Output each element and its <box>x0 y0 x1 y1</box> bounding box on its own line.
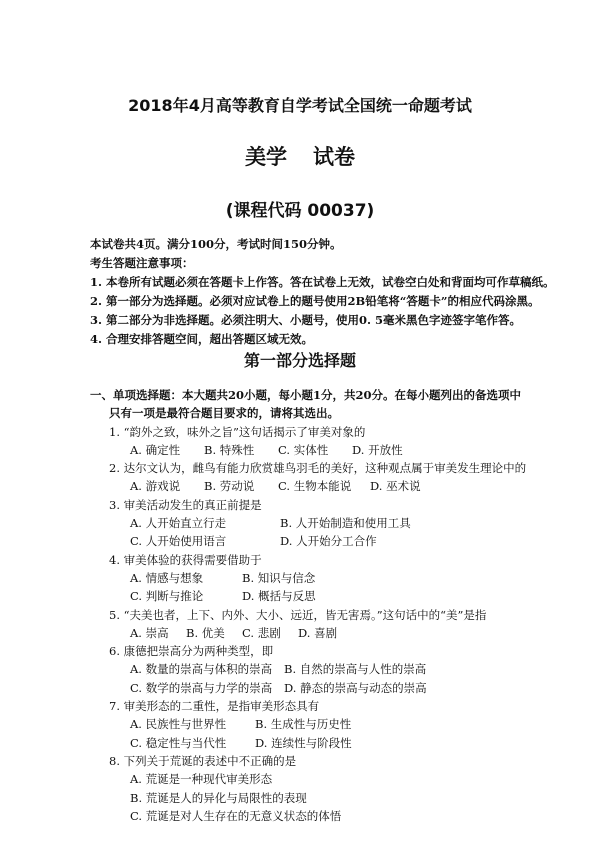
option: C. 悲剧 <box>242 625 281 640</box>
option: B. 特殊性 <box>204 442 255 457</box>
notice-item: 4. 合理安排答题空间，超出答题区域无效。 <box>90 332 314 346</box>
option: A. 确定性 <box>130 442 181 457</box>
question-list <box>90 386 590 825</box>
option: A. 人开始直立行走 <box>130 516 227 531</box>
section-heading-cont: 只有一项是最符合题目要求的，请将其选出。 <box>109 406 339 421</box>
option-row <box>90 532 590 550</box>
option: A. 游戏说 <box>130 479 181 494</box>
notice-heading: 考生答题注意事项： <box>90 256 194 270</box>
question-stem: 6. 康德把崇高分为两种类型，即 <box>109 644 274 659</box>
instructions <box>90 235 590 349</box>
option: B. 知识与信念 <box>242 570 316 585</box>
option-row <box>90 679 590 697</box>
option-row <box>90 624 590 642</box>
option: D. 人开始分工合作 <box>280 534 377 549</box>
course-code: (课程代码 00037) <box>225 201 375 221</box>
question-stem: 8. 下列关于荒诞的表述中不正确的是 <box>109 753 297 768</box>
part-one-title: 第一部分选择题 <box>243 351 356 370</box>
notice-item: 3. 第二部分为非选择题。必须注明大、小题号，使用0. 5毫米黑色字迹签字笔作答。 <box>90 313 522 327</box>
option: B. 生成性与历史性 <box>255 717 352 732</box>
option: B. 人开始制造和使用工具 <box>280 516 411 531</box>
option: C. 数学的崇高与力学的崇高 <box>130 680 273 695</box>
option-row <box>90 715 590 733</box>
option: D. 开放性 <box>352 442 403 457</box>
option: C. 稳定性与当代性 <box>130 735 227 750</box>
option: C. 生物本能说 <box>278 479 352 494</box>
option: A. 荒诞是一种现代审美形态 <box>130 772 273 787</box>
option-row <box>90 514 590 532</box>
question-stem: 1. “韵外之致，味外之旨”这句话揭示了审美对象的 <box>109 424 366 439</box>
option: C. 判断与推论 <box>130 589 204 604</box>
question-stem: 2. 达尔文认为，雌鸟有能力欣赏雄鸟羽毛的美好，这种观点属于审美发生理论中的 <box>109 461 527 476</box>
option: A. 数量的崇高与体积的崇高 <box>130 662 273 677</box>
option: C. 荒诞是对人生存在的无意义状态的体悟 <box>130 808 342 823</box>
option: B. 优美 <box>186 625 225 640</box>
exam-summary: 本试卷共4页。满分100分，考试时间150分钟。 <box>90 237 342 251</box>
option: D. 静态的崇高与动态的崇高 <box>284 680 427 695</box>
option: A. 崇高 <box>130 625 169 640</box>
option: A. 民族性与世界性 <box>130 717 227 732</box>
option-row <box>90 734 590 752</box>
option-row <box>90 477 590 495</box>
section-heading: 一、单项选择题：本大题共20小题，每小题1分，共20分。在每小题列出的备选项中 <box>90 388 522 402</box>
question-stem: 4. 审美体验的获得需要借助于 <box>109 552 262 567</box>
option: B. 自然的崇高与人性的崇高 <box>284 662 427 677</box>
option: D. 喜剧 <box>298 625 338 640</box>
option: D. 概括与反思 <box>242 589 316 604</box>
option: A. 情感与想象 <box>130 570 204 585</box>
option-row <box>90 587 590 605</box>
option: B. 劳动说 <box>204 479 255 494</box>
option: B. 荒诞是人的异化与局限性的表现 <box>130 790 307 805</box>
notice-item: 2. 第一部分为选择题。必须对应试卷上的题号使用2B铅笔将“答题卡”的相应代码涂黑。 <box>90 294 540 308</box>
option-row <box>90 569 590 587</box>
option: C. 人开始使用语言 <box>130 534 227 549</box>
subject-name: 美学 <box>245 145 287 169</box>
subject-title <box>0 141 600 171</box>
option-row <box>90 660 590 678</box>
option: D. 巫术说 <box>370 479 421 494</box>
question-stem: 7. 审美形态的二重性，是指审美形态具有 <box>109 699 320 714</box>
paper-label: 试卷 <box>313 145 355 169</box>
question-stem: 3. 审美活动发生的真正前提是 <box>109 497 262 512</box>
notice-item: 1. 本卷所有试题必须在答题卡上作答。答在试卷上无效，试卷空白处和背面均可作草稿纸。 <box>90 275 555 289</box>
option: C. 实体性 <box>278 442 329 457</box>
option-row <box>90 441 590 459</box>
exam-title: 2018年4月高等教育自学考试全国统一命题考试 <box>128 96 472 115</box>
question-stem: 5. “夫美也者，上下、内外、大小、远近，皆无害焉。”这句话中的“美”是指 <box>109 607 487 622</box>
option: D. 连续性与阶段性 <box>255 735 352 750</box>
